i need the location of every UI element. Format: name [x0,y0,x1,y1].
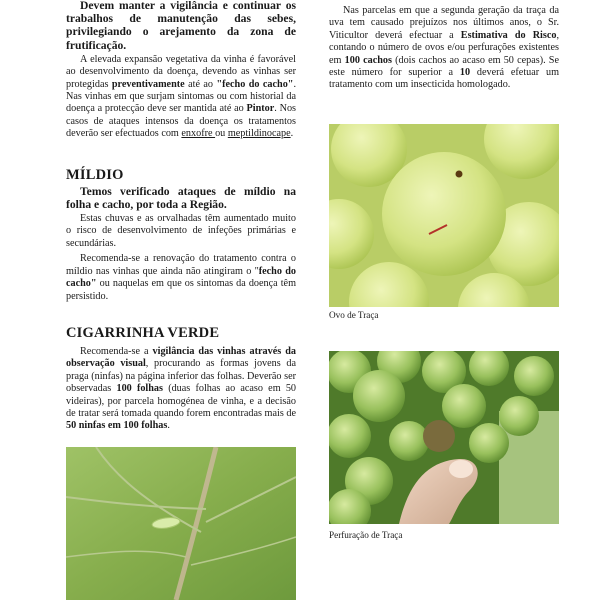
traca-paragraph: Nas parcelas em que a segunda geração da traça da uva tem causado prejuízos nos últimos anos, o Sr. Viticultor deverá efectuar a Estimativa do Risco, contando o número de ovos e/ou perfurações existentes em 100 cachos (dois cachos ao acaso em 50 cepas). Se este número for superior a 10 deverá efetuar um tratamento com um insecticida homologado. [329,5,560,91]
caption-ovo-traca: Ovo de Traça [329,310,379,320]
traca-egg [456,171,463,178]
caption-perfuracao-traca: Perfuração de Traça [329,530,403,540]
right-column [329,0,559,92]
intro-bold-paragraph: Devem manter a vigilância e continuar os trabalhos de manutenção das sebes, privilegiando o arejamento da zona de frutificação. [66,0,296,52]
grape-egg-illustration [329,124,559,307]
leaf-illustration [66,447,296,600]
mildio-lead: Temos verificado ataques de míldio na folha e cacho, por toda a Região. [66,184,296,211]
mildio-paragraph-1: Estas chuvas e as orvalhadas têm aumentado muito o risco de desenvolvimento de infeções primárias e secundárias. [66,213,296,249]
mildio-heading: MÍLDIO [66,166,124,183]
grape-perforation-photo [329,351,559,524]
meptildinocape-link[interactable]: meptildinocape [227,128,291,140]
grape-egg-photo [329,124,559,307]
enxofre-link[interactable]: enxofre [181,128,216,140]
leaf-nymph-photo [66,447,296,600]
cigarrinha-paragraph: Recomenda-se a vigilância das vinhas através da observação visual, procurando as formas jovens da praga (ninfas) na página inferior das folhas. Deverão ser observadas 100 folhas (duas folhas ao acaso em 50 videiras), por parcela homogénea de vinha, e a decisão de tratar será tomada quando forem encontradas mais de 50 ninfas em 100 folhas. [66,345,297,432]
mildio-paragraph-2: Recomenda-se a renovação do tratamento contra o míldio nas vinhas que ainda não atingiram o "fecho do cacho" ou naquelas em que os sintomas da doença têm persistido. [66,253,296,302]
left-column [66,0,296,433]
oidio-paragraph: A elevada expansão vegetativa da vinha é favorável ao desenvolvimento da doença, devendo as vinhas ser protegidas preventivamente até ao "fecho do cacho". Nas vinhas em que surjam sintomas ou com historial da doença a protecção deve ser mantida até ao Pintor. Nos casos de ataques intensos da doença os tratamentos deverão ser efectuados com enxofre ou meptildinocape. [66,53,296,140]
grape-perforation-illustration [329,351,559,524]
cigarrinha-heading: CIGARRINHA VERDE [66,324,220,341]
